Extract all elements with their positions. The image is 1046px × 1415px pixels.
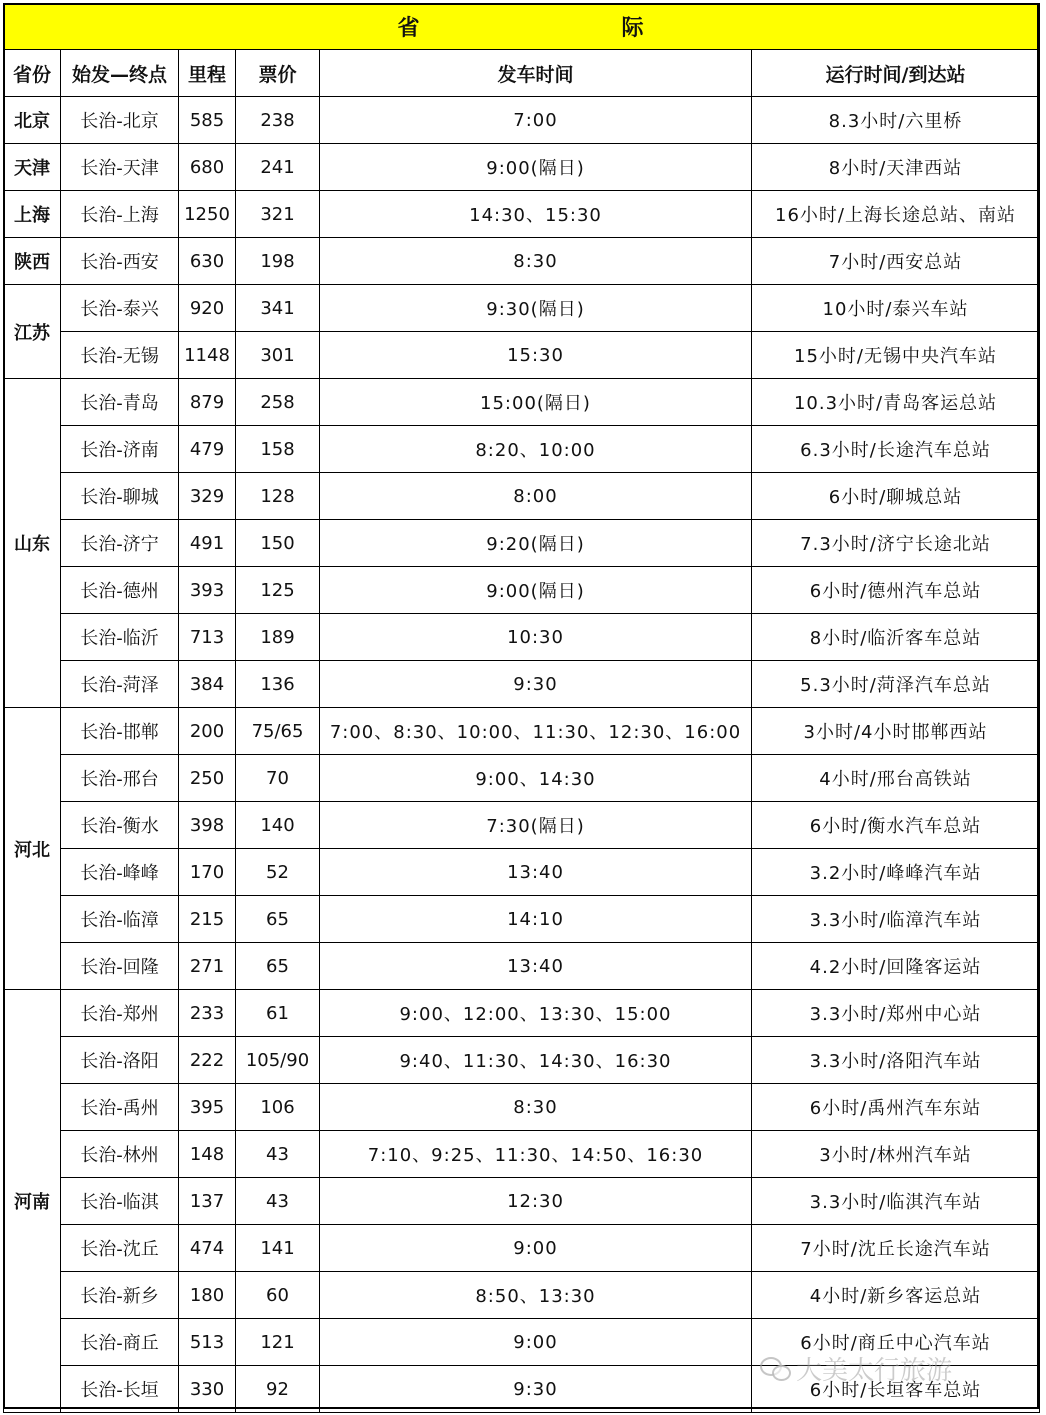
fare-cell: 198 — [236, 238, 320, 285]
departure-cell: 12:30 — [320, 1178, 752, 1225]
fare-cell: 158 — [236, 426, 320, 473]
distance-cell: 630 — [179, 238, 236, 285]
duration-station-cell: 4.2小时/回隆客运站 — [752, 943, 1040, 990]
duration-station-cell: 7.3小时/济宁长途北站 — [752, 520, 1040, 567]
province-cell: 山东 — [4, 379, 61, 708]
route-cell: 长治-西安 — [61, 238, 179, 285]
departure-cell: 9:30(隔日) — [320, 285, 752, 332]
route-cell: 长治-泰兴 — [61, 285, 179, 332]
distance-cell: 215 — [179, 896, 236, 943]
distance-cell: 713 — [179, 614, 236, 661]
duration-station-cell: 16小时/上海长途总站、南站 — [752, 191, 1040, 238]
distance-cell: 1148 — [179, 332, 236, 379]
fare-cell: 105/90 — [236, 1037, 320, 1084]
route-cell: 长治-菏泽 — [61, 661, 179, 708]
distance-cell: 170 — [179, 849, 236, 896]
fare-cell: 106 — [236, 1084, 320, 1131]
departure-cell: 7:00、8:30、10:00、11:30、12:30、16:00 — [320, 708, 752, 755]
departure-cell: 7:10、9:25、11:30、14:50、16:30 — [320, 1131, 752, 1178]
distance-cell: 137 — [179, 1178, 236, 1225]
province-cell: 陕西 — [4, 238, 61, 285]
fare-cell: 241 — [236, 144, 320, 191]
route-cell: 长治-上海 — [61, 191, 179, 238]
distance-cell: 879 — [179, 379, 236, 426]
route-cell: 长治-青岛 — [61, 379, 179, 426]
watermark-text: 大美太行旅游 — [796, 1355, 953, 1386]
fare-cell: 92 — [236, 1366, 320, 1413]
duration-station-cell: 8小时/天津西站 — [752, 144, 1040, 191]
distance-cell: 393 — [179, 567, 236, 614]
departure-cell: 9:00 — [320, 1319, 752, 1366]
duration-station-cell: 6小时/商丘中心汽车站 — [752, 1319, 1040, 1366]
distance-cell: 200 — [179, 708, 236, 755]
route-cell: 长治-林州 — [61, 1131, 179, 1178]
distance-cell: 474 — [179, 1225, 236, 1272]
distance-cell: 491 — [179, 520, 236, 567]
fare-cell: 65 — [236, 943, 320, 990]
departure-cell: 9:00 — [320, 1225, 752, 1272]
distance-cell: 148 — [179, 1131, 236, 1178]
duration-station-cell: 6小时/禹州汽车东站 — [752, 1084, 1040, 1131]
route-cell: 长治-德州 — [61, 567, 179, 614]
duration-station-cell: 5.3小时/菏泽汽车总站 — [752, 661, 1040, 708]
fare-cell: 238 — [236, 97, 320, 144]
departure-cell: 7:30(隔日) — [320, 802, 752, 849]
header-province: 省份 — [4, 50, 61, 97]
departure-cell: 15:30 — [320, 332, 752, 379]
departure-cell: 13:40 — [320, 943, 752, 990]
route-cell: 长治-天津 — [61, 144, 179, 191]
duration-station-cell: 6小时/聊城总站 — [752, 473, 1040, 520]
route-cell: 长治-禹州 — [61, 1084, 179, 1131]
distance-cell: 1250 — [179, 191, 236, 238]
departure-cell: 10:30 — [320, 614, 752, 661]
route-cell: 长治-峰峰 — [61, 849, 179, 896]
distance-cell: 250 — [179, 755, 236, 802]
duration-station-cell: 8.3小时/六里桥 — [752, 97, 1040, 144]
route-cell: 长治-北京 — [61, 97, 179, 144]
departure-cell: 9:30 — [320, 661, 752, 708]
route-cell: 长治-郑州 — [61, 990, 179, 1037]
title-right: 际 — [621, 16, 646, 41]
route-cell: 长治-聊城 — [61, 473, 179, 520]
province-cell: 河南 — [4, 990, 61, 1413]
duration-station-cell: 7小时/西安总站 — [752, 238, 1040, 285]
duration-station-cell: 3.3小时/郑州中心站 — [752, 990, 1040, 1037]
duration-station-cell: 3小时/4小时邯郸西站 — [752, 708, 1040, 755]
distance-cell: 479 — [179, 426, 236, 473]
duration-station-cell: 3小时/林州汽车站 — [752, 1131, 1040, 1178]
distance-cell: 384 — [179, 661, 236, 708]
province-cell: 江苏 — [4, 285, 61, 379]
distance-cell: 395 — [179, 1084, 236, 1131]
distance-cell: 222 — [179, 1037, 236, 1084]
duration-station-cell: 3.3小时/洛阳汽车站 — [752, 1037, 1040, 1084]
duration-station-cell: 3.3小时/临漳汽车站 — [752, 896, 1040, 943]
route-cell: 长治-临淇 — [61, 1178, 179, 1225]
distance-cell: 271 — [179, 943, 236, 990]
province-cell: 河北 — [4, 708, 61, 990]
distance-cell: 233 — [179, 990, 236, 1037]
province-cell: 北京 — [4, 97, 61, 144]
departure-cell: 9:00、14:30 — [320, 755, 752, 802]
duration-station-cell: 6.3小时/长途汽车总站 — [752, 426, 1040, 473]
departure-cell: 9:40、11:30、14:30、16:30 — [320, 1037, 752, 1084]
fare-cell: 258 — [236, 379, 320, 426]
duration-station-cell: 6小时/长垣客车总站 — [752, 1366, 1040, 1413]
fare-cell: 141 — [236, 1225, 320, 1272]
departure-cell: 9:00(隔日) — [320, 144, 752, 191]
departure-cell: 14:10 — [320, 896, 752, 943]
route-cell: 长治-济宁 — [61, 520, 179, 567]
fare-cell: 60 — [236, 1272, 320, 1319]
fare-cell: 52 — [236, 849, 320, 896]
fare-cell: 121 — [236, 1319, 320, 1366]
fare-cell: 150 — [236, 520, 320, 567]
departure-cell: 15:00(隔日) — [320, 379, 752, 426]
distance-cell: 329 — [179, 473, 236, 520]
duration-station-cell: 3.2小时/峰峰汽车站 — [752, 849, 1040, 896]
fare-cell: 189 — [236, 614, 320, 661]
departure-cell: 8:20、10:00 — [320, 426, 752, 473]
title-left: 省 — [397, 16, 422, 41]
route-cell: 长治-长垣 — [61, 1366, 179, 1413]
route-cell: 长治-临漳 — [61, 896, 179, 943]
fare-cell: 65 — [236, 896, 320, 943]
duration-station-cell: 10小时/泰兴车站 — [752, 285, 1040, 332]
route-cell: 长治-邯郸 — [61, 708, 179, 755]
fare-cell: 61 — [236, 990, 320, 1037]
duration-station-cell: 4小时/新乡客运总站 — [752, 1272, 1040, 1319]
route-cell: 长治-临沂 — [61, 614, 179, 661]
departure-cell: 9:00、12:00、13:30、15:00 — [320, 990, 752, 1037]
distance-cell: 330 — [179, 1366, 236, 1413]
distance-cell: 585 — [179, 97, 236, 144]
distance-cell: 180 — [179, 1272, 236, 1319]
fare-cell: 70 — [236, 755, 320, 802]
route-cell: 长治-济南 — [61, 426, 179, 473]
route-cell: 长治-沈丘 — [61, 1225, 179, 1272]
header-fare: 票价 — [236, 50, 320, 97]
distance-cell: 680 — [179, 144, 236, 191]
route-cell: 长治-洛阳 — [61, 1037, 179, 1084]
route-cell: 长治-邢台 — [61, 755, 179, 802]
departure-cell: 8:30 — [320, 1084, 752, 1131]
duration-station-cell: 15小时/无锡中央汽车站 — [752, 332, 1040, 379]
departure-cell: 7:00 — [320, 97, 752, 144]
departure-cell: 9:20(隔日) — [320, 520, 752, 567]
departure-cell: 8:50、13:30 — [320, 1272, 752, 1319]
duration-station-cell: 6小时/衡水汽车总站 — [752, 802, 1040, 849]
header-duration-station: 运行时间/到达站 — [752, 50, 1040, 97]
fare-cell: 140 — [236, 802, 320, 849]
duration-station-cell: 4小时/邢台高铁站 — [752, 755, 1040, 802]
outer-frame — [3, 3, 1039, 1409]
header-distance: 里程 — [179, 50, 236, 97]
route-cell: 长治-无锡 — [61, 332, 179, 379]
fare-cell: 301 — [236, 332, 320, 379]
departure-cell: 8:00 — [320, 473, 752, 520]
route-cell: 长治-回隆 — [61, 943, 179, 990]
duration-station-cell: 8小时/临沂客车总站 — [752, 614, 1040, 661]
fare-cell: 125 — [236, 567, 320, 614]
fare-cell: 128 — [236, 473, 320, 520]
duration-station-cell: 7小时/沈丘长途汽车站 — [752, 1225, 1040, 1272]
fare-cell: 341 — [236, 285, 320, 332]
header-route: 始发—终点 — [61, 50, 179, 97]
departure-cell: 13:40 — [320, 849, 752, 896]
fare-cell: 321 — [236, 191, 320, 238]
distance-cell: 398 — [179, 802, 236, 849]
route-cell: 长治-新乡 — [61, 1272, 179, 1319]
province-cell: 上海 — [4, 191, 61, 238]
departure-cell: 9:00(隔日) — [320, 567, 752, 614]
fare-cell: 75/65 — [236, 708, 320, 755]
distance-cell: 920 — [179, 285, 236, 332]
departure-cell: 8:30 — [320, 238, 752, 285]
header-departure: 发车时间 — [320, 50, 752, 97]
fare-cell: 43 — [236, 1178, 320, 1225]
departure-cell: 14:30、15:30 — [320, 191, 752, 238]
duration-station-cell: 6小时/德州汽车总站 — [752, 567, 1040, 614]
duration-station-cell: 3.3小时/临淇汽车站 — [752, 1178, 1040, 1225]
duration-station-cell: 10.3小时/青岛客运总站 — [752, 379, 1040, 426]
departure-cell: 9:30 — [320, 1366, 752, 1413]
distance-cell: 513 — [179, 1319, 236, 1366]
fare-cell: 136 — [236, 661, 320, 708]
route-cell: 长治-衡水 — [61, 802, 179, 849]
fare-cell: 43 — [236, 1131, 320, 1178]
province-cell: 天津 — [4, 144, 61, 191]
route-cell: 长治-商丘 — [61, 1319, 179, 1366]
